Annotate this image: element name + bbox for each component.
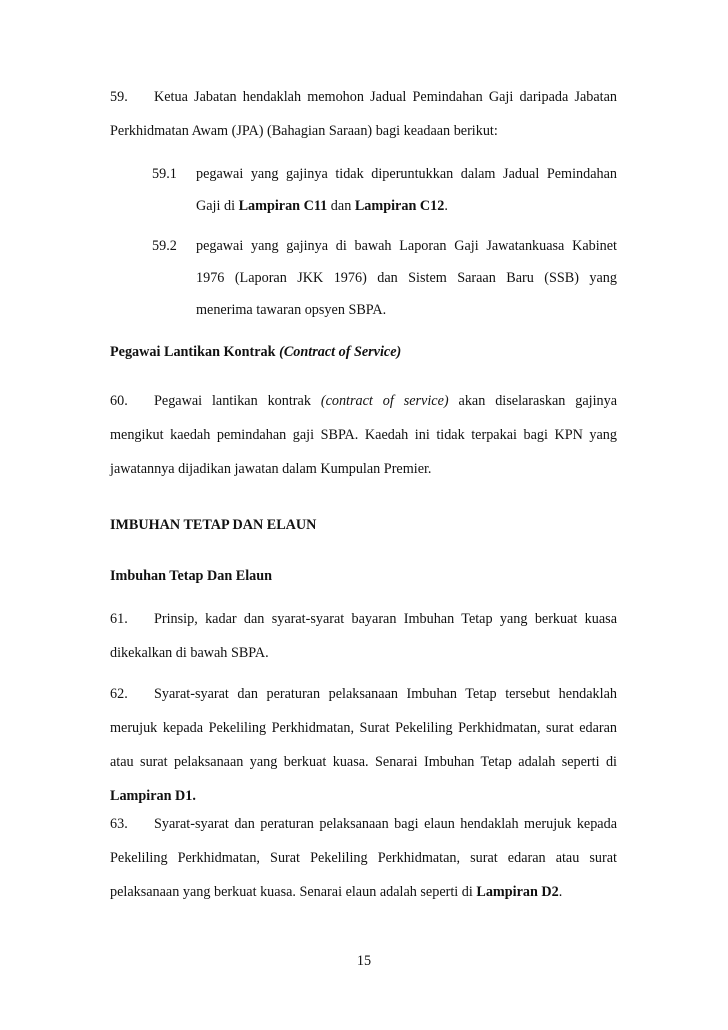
paragraph-59: [110, 88, 617, 140]
paragraph-62-line-2: merujuk kepada Pekeliling Perkhidmatan, Surat Pekeliling Perkhidmatan, surat edaran: [110, 720, 617, 736]
subparagraph-59-1-line-2: Gaji di Lampiran C11 dan Lampiran C12.: [196, 198, 448, 214]
paragraph-59-line-2: Perkhidmatan Awam (JPA) (Bahagian Saraan) bagi keadaan berikut:: [110, 123, 498, 139]
paragraph-number: 59.: [110, 89, 128, 105]
subparagraph-59-2-line-1: pegawai yang gajinya di bawah Laporan Gaji Jawatankuasa Kabinet: [196, 238, 617, 254]
subparagraph-59-1: [152, 165, 617, 215]
paragraph-62-line-4: Lampiran D1.: [110, 788, 196, 804]
subparagraph-59-2-line-3: menerima tawaran opsyen SBPA.: [196, 302, 387, 318]
section-heading-kontrak: Pegawai Lantikan Kontrak (Contract of Service): [110, 344, 402, 360]
subparagraph-59-2-line-2: 1976 (Laporan JKK 1976) dan Sistem Saraan Baru (SSB) yang: [196, 270, 617, 286]
paragraph-number: 61.: [110, 611, 128, 627]
section-heading-imbuhan: Imbuhan Tetap Dan Elaun: [110, 568, 273, 584]
paragraph-number: 63.: [110, 816, 128, 832]
paragraph-61-line-1: 61. Prinsip, kadar dan syarat-syarat bayaran Imbuhan Tetap yang berkuat kuasa: [110, 611, 617, 627]
paragraph-62-line-1: 62. Syarat-syarat dan peraturan pelaksanaan Imbuhan Tetap tersebut hendaklah: [110, 686, 617, 702]
section-heading-imbuhan-upper: IMBUHAN TETAP DAN ELAUN: [110, 517, 317, 533]
paragraph-63: [110, 815, 617, 901]
paragraph-60-line-3: jawatannya dijadikan jawatan dalam Kumpulan Premier.: [110, 461, 432, 477]
paragraph-60-line-1: 60. Pegawai lantikan kontrak (contract of service) akan diselaraskan gajinya: [110, 393, 618, 409]
paragraph-63-line-1: 63. Syarat-syarat dan peraturan pelaksanaan bagi elaun hendaklah merujuk kepada: [110, 816, 617, 832]
paragraph-62: [110, 685, 617, 805]
paragraph-59-line-1: 59. Ketua Jabatan hendaklah memohon Jadual Pemindahan Gaji daripada Jabatan: [110, 89, 617, 105]
paragraph-62-line-3: atau surat pelaksanaan yang berkuat kuasa. Senarai Imbuhan Tetap adalah seperti di: [110, 754, 617, 770]
paragraph-61-line-2: dikekalkan di bawah SBPA.: [110, 645, 269, 661]
paragraph-63-line-3: pelaksanaan yang berkuat kuasa. Senarai elaun adalah seperti di Lampiran D2.: [110, 884, 563, 900]
paragraph-60-line-2: mengikut kaedah pemindahan gaji SBPA. Kaedah ini tidak terpakai bagi KPN yang: [110, 427, 617, 443]
paragraph-60: [110, 392, 617, 478]
subparagraph-number: 59.1: [152, 166, 177, 182]
paragraph-61: [110, 610, 617, 662]
subparagraph-59-2: [152, 237, 617, 319]
subparagraph-59-1-line-1: pegawai yang gajinya tidak diperuntukkan dalam Jadual Pemindahan: [196, 166, 617, 182]
paragraph-number: 60.: [110, 393, 128, 409]
page-number: 15: [356, 953, 372, 969]
subparagraph-number: 59.2: [152, 238, 177, 254]
paragraph-number: 62.: [110, 686, 128, 702]
paragraph-63-line-2: Pekeliling Perkhidmatan, Surat Pekeliling Perkhidmatan, surat edaran atau surat: [110, 850, 617, 866]
